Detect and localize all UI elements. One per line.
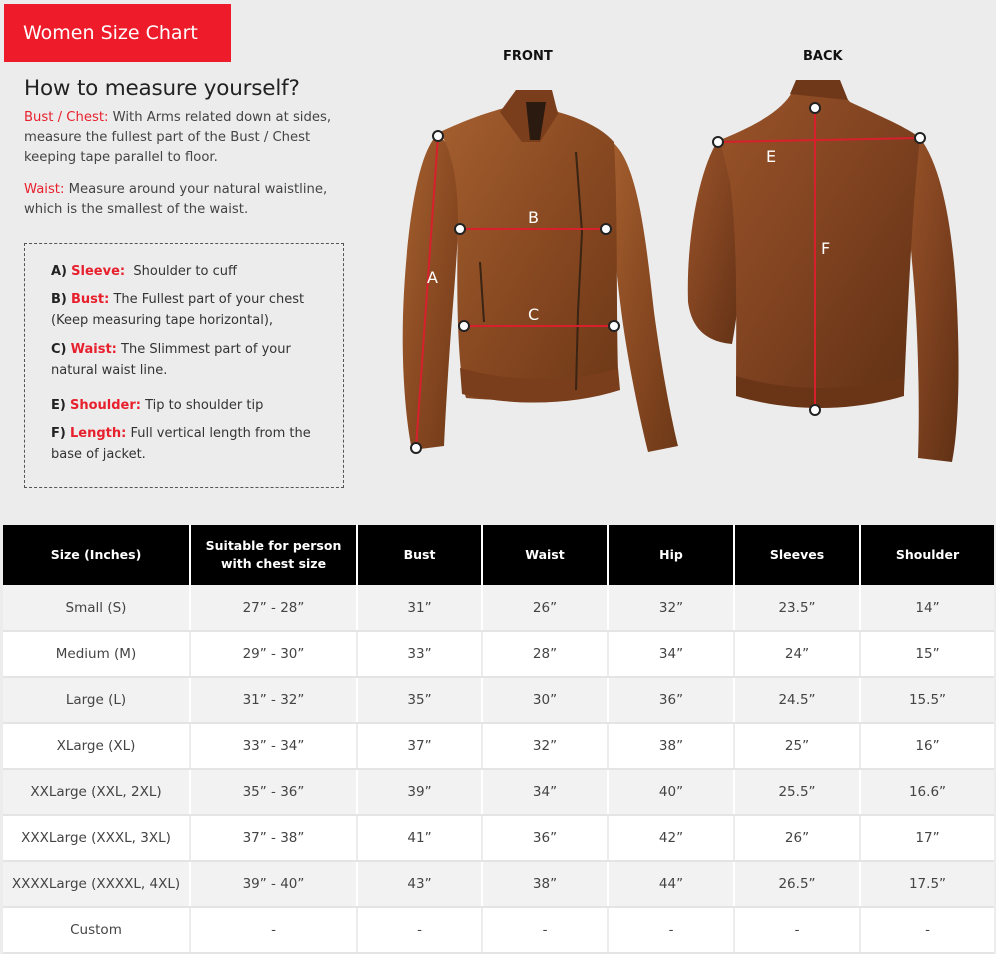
table-cell: 14” [860,585,994,631]
front-jacket [403,90,678,453]
table-cell: 38” [608,723,734,769]
table-cell: - [190,907,357,953]
waist-text: Measure around your natural waistline, which is the smallest of the waist. [24,182,328,217]
table-cell: Medium (M) [3,631,190,677]
def-text: Tip to shoulder tip [140,398,264,413]
table-cell: 40” [608,769,734,815]
def-text: Full vertical length from the base of jacket. [51,426,311,462]
table-cell: 31” - 32” [190,677,357,723]
header-sleeves: Sleeves [734,525,860,585]
marker-b: B [528,208,539,227]
table-cell: 39” [357,769,482,815]
table-row [3,861,994,907]
table-cell: 34” [608,631,734,677]
table-cell: 44” [608,861,734,907]
table-cell: 43” [357,861,482,907]
table-cell: 26” [734,815,860,861]
table-cell: 24” [734,631,860,677]
table-cell: Large (L) [3,677,190,723]
def-text: Shoulder to cuff [125,264,237,279]
table-row [3,585,994,631]
table-cell: 15” [860,631,994,677]
table-cell: 25” [734,723,860,769]
size-chart-badge: Women Size Chart [4,4,231,62]
bust-instruction [24,108,344,168]
table-cell: 35” - 36” [190,769,357,815]
table-cell: 23.5” [734,585,860,631]
back-view-label: BACK [803,49,843,64]
table-row [3,907,994,953]
table-cell: XXXLarge (XXXL, 3XL) [3,815,190,861]
def-letter: B) [51,292,67,307]
table-row [3,631,994,677]
table-cell: 37” - 38” [190,815,357,861]
table-cell: 32” [608,585,734,631]
table-row [3,815,994,861]
def-text: The Slimmest part of your natural waist line. [51,342,291,378]
table-cell: XXLarge (XXL, 2XL) [3,769,190,815]
table-cell: 38” [482,861,608,907]
def-letter: F) [51,426,66,441]
def-letter: A) [51,264,68,279]
bust-text: With Arms related down at sides, measure the fullest part of the Bust / Chest keeping tape parallel to floor. [24,110,332,165]
table-cell: 36” [482,815,608,861]
marker-a: A [427,268,438,287]
table-cell: 34” [482,769,608,815]
front-view-label: FRONT [503,49,553,64]
measurement-definitions [24,243,344,488]
table-cell: - [482,907,608,953]
def-letter: C) [51,342,67,357]
waist-instruction [24,180,344,220]
table-cell: 17.5” [860,861,994,907]
table-cell: 29” - 30” [190,631,357,677]
def-letter: E) [51,398,66,413]
table-cell: - [734,907,860,953]
def-text: The Fullest part of your chest (Keep measuring tape horizontal), [51,292,305,328]
table-cell: 31” [357,585,482,631]
table-cell: XLarge (XL) [3,723,190,769]
table-cell: Custom [3,907,190,953]
size-table [3,525,994,954]
table-cell: 35” [357,677,482,723]
header-waist: Waist [482,525,608,585]
table-cell: - [608,907,734,953]
table-cell: 27” - 28” [190,585,357,631]
def-keyword: Bust: [71,292,110,307]
table-cell: 36” [608,677,734,723]
table-cell: 32” [482,723,608,769]
table-row [3,723,994,769]
header-shoulder: Shoulder [860,525,994,585]
table-cell: 41” [357,815,482,861]
table-cell: 42” [608,815,734,861]
waist-key: Waist: [24,182,65,197]
def-keyword: Waist: [70,342,117,357]
table-cell: 15.5” [860,677,994,723]
table-cell: - [357,907,482,953]
table-row [3,769,994,815]
table-cell: 26.5” [734,861,860,907]
table-cell: 33” - 34” [190,723,357,769]
marker-c: C [528,305,540,324]
definition-length [51,423,341,465]
table-cell: Small (S) [3,585,190,631]
table-row [3,677,994,723]
header-chest-size: Suitable for person with chest size [190,525,357,585]
table-cell: 25.5” [734,769,860,815]
table-header-row [3,525,994,585]
table-cell: 24.5” [734,677,860,723]
table-cell: 16.6” [860,769,994,815]
def-keyword: Shoulder: [69,398,141,413]
definition-shoulder [51,395,341,416]
table-cell: 26” [482,585,608,631]
definition-sleeve [51,261,341,282]
marker-e: E [766,147,777,166]
back-jacket [688,80,959,462]
definition-bust [51,289,341,331]
table-cell: XXXXLarge (XXXXL, 4XL) [3,861,190,907]
table-cell: 33” [357,631,482,677]
jacket-illustration [380,72,980,472]
header-hip: Hip [608,525,734,585]
table-cell: 17” [860,815,994,861]
measure-title: How to measure yourself? [24,76,300,101]
table-cell: 16” [860,723,994,769]
bust-key: Bust / Chest: [24,110,109,125]
marker-f: F [821,239,831,258]
header-bust: Bust [357,525,482,585]
def-keyword: Sleeve: [71,264,126,279]
header-size: Size (Inches) [3,525,190,585]
table-cell: 39” - 40” [190,861,357,907]
def-keyword: Length: [69,426,127,441]
table-cell: 30” [482,677,608,723]
table-cell: 37” [357,723,482,769]
table-cell: - [860,907,994,953]
table-cell: 28” [482,631,608,677]
definition-waist [51,339,341,381]
